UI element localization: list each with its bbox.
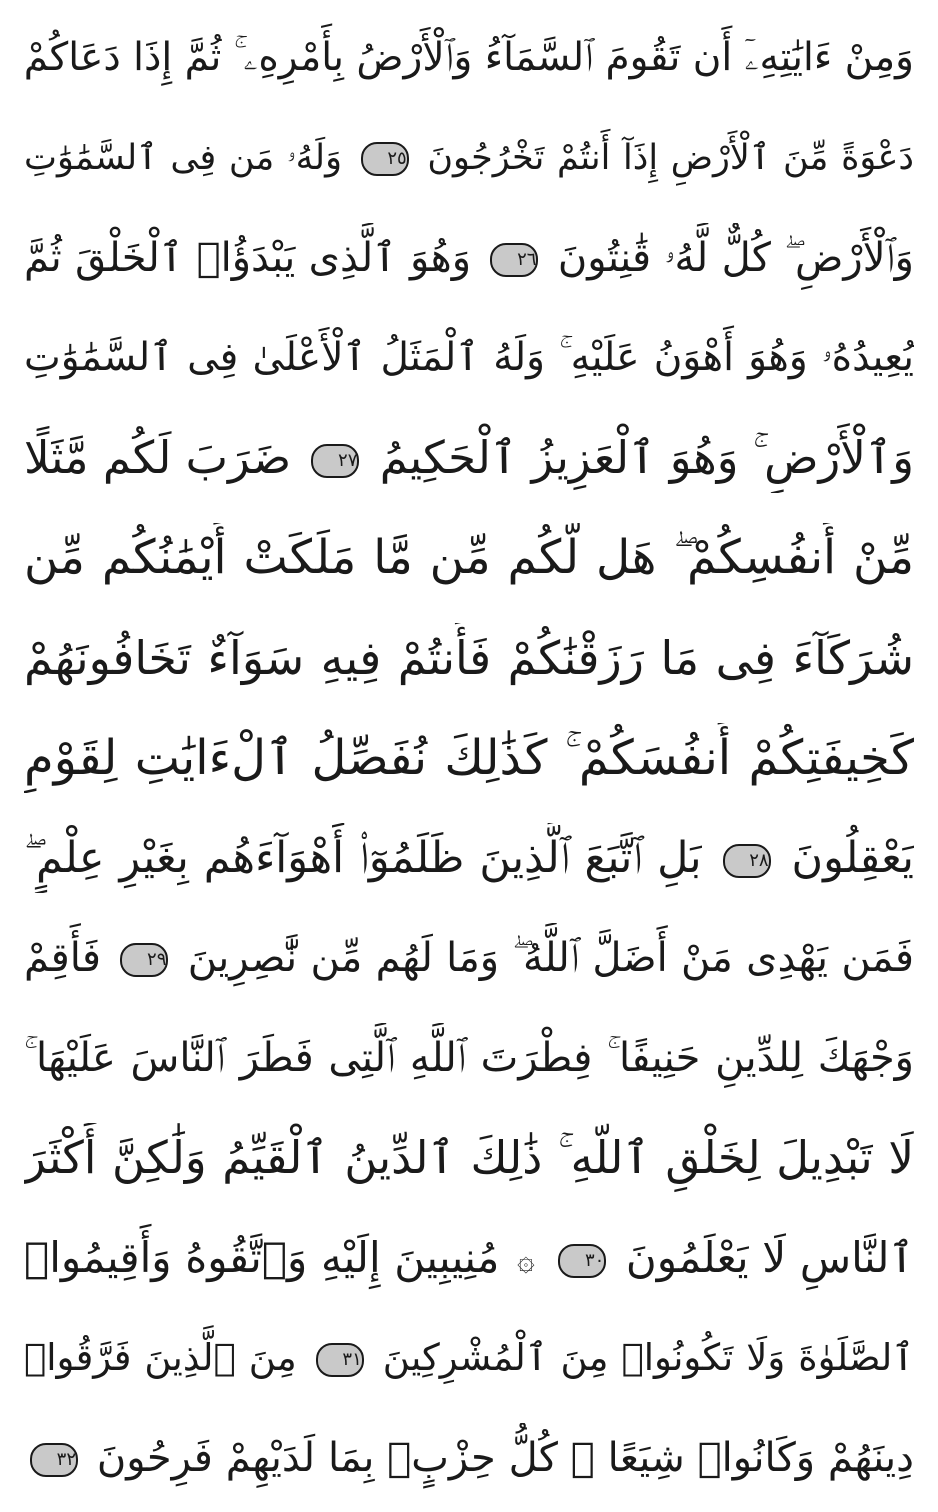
verse-line	[24, 723, 914, 793]
verse-lines	[24, 0, 914, 1512]
ayah-number-marker: ٢٥	[361, 142, 409, 176]
verse-text: وَمِنْ ءَايَٰتِهِۦٓ أَن تَقُومَ ٱلسَّمَآءُ وَٱلْأَرْضُ بِأَمْرِهِۦ ۚ ثُمَّ إِذَا دَعَاكُمْ	[24, 35, 914, 80]
verse-line	[24, 623, 914, 693]
verse-text: يُعِيدُهُۥ وَهُوَ أَهْوَنُ عَلَيْهِ ۚ وَلَهُ ٱلْمَثَلُ ٱلْأَعْلَىٰ فِى ٱلسَّمَٰوَٰتِ	[24, 335, 914, 380]
verse-text: مُنِيبِينَ إِلَيْهِ وَٱتَّقُوهُ وَأَقِيمُوا۟	[24, 1233, 500, 1282]
verse-text: مِّنْ أَنفُسِكُمْ ۖ هَل لَّكُم مِّن مَّا مَلَكَتْ أَيْمَٰنُكُم مِّن	[24, 530, 914, 585]
verse-text: دَعْوَةً مِّنَ ٱلْأَرْضِ إِذَآ أَنتُمْ تَخْرُجُونَ	[427, 138, 914, 178]
verse-text: بَلِ ٱتَّبَعَ ٱلَّذِينَ ظَلَمُوٓا۟ أَهْوَآءَهُم بِغَيْرِ عِلْمٍ ۖ	[24, 833, 702, 883]
verse-text: ضَرَبَ لَكُم مَّثَلًا	[24, 431, 292, 484]
verse-text: وَٱلْأَرْضِ ۚ وَهُوَ ٱلْعَزِيزُ ٱلْحَكِيمُ	[379, 431, 914, 484]
verse-line	[24, 923, 914, 993]
verse-line	[24, 423, 914, 493]
verse-line	[24, 823, 914, 893]
ayah-number-marker: ٢٧	[311, 444, 359, 478]
ayah-number-marker: ٢٩	[120, 943, 168, 977]
verse-text: وَلَهُۥ مَن فِى ٱلسَّمَٰوَٰتِ	[24, 138, 342, 178]
ayah-number-marker: ٣٢	[30, 1443, 78, 1477]
verse-line	[24, 1323, 914, 1393]
verse-text: ٱلصَّلَوٰةَ وَلَا تَكُونُوا۟ مِنَ ٱلْمُشْرِكِينَ	[382, 1336, 914, 1379]
verse-text: مِنَ ٱلَّذِينَ فَرَّقُوا۟	[24, 1336, 297, 1379]
verse-text: دِينَهُمْ وَكَانُوا۟ شِيَعًا ۖ كُلُّ حِزْبٍۭ بِمَا لَدَيْهِمْ فَرِحُونَ	[96, 1435, 914, 1481]
verse-line	[24, 223, 914, 293]
verse-text: وَهُوَ ٱلَّذِى يَبْدَؤُا۟ ٱلْخَلْقَ ثُمَّ	[24, 235, 472, 281]
verse-text: ٱلنَّاسِ لَا يَعْلَمُونَ	[625, 1233, 914, 1282]
verse-line	[24, 1223, 914, 1293]
verse-line	[24, 523, 914, 593]
ayah-number-marker: ٢٦	[490, 243, 538, 277]
verse-line	[24, 123, 914, 193]
verse-line	[24, 23, 914, 93]
rub-el-hizb-icon: ۞	[517, 1242, 535, 1278]
verse-line	[24, 1423, 914, 1493]
verse-text: فَمَن يَهْدِى مَنْ أَضَلَّ ٱللَّهُ ۖ وَمَا لَهُم مِّن نَّٰصِرِينَ	[187, 935, 914, 981]
verse-text: وَٱلْأَرْضِ ۖ كُلٌّ لَّهُۥ قَٰنِتُونَ	[557, 235, 914, 281]
ayah-number-marker: ٢٨	[723, 844, 771, 878]
verse-text: كَخِيفَتِكُمْ أَنفُسَكُمْ ۚ كَذَٰلِكَ نُفَصِّلُ ٱلْءَايَٰتِ لِقَوْمٍ	[24, 730, 914, 786]
verse-line	[24, 1123, 914, 1193]
verse-text: فَأَقِمْ	[24, 935, 102, 981]
verse-text: شُرَكَآءَ فِى مَا رَزَقْنَٰكُمْ فَأَنتُمْ فِيهِ سَوَآءٌ تَخَافُونَهُمْ	[24, 631, 914, 685]
verse-line	[24, 1023, 914, 1093]
ayah-number-marker: ٣١	[316, 1343, 364, 1377]
verse-text: وَجْهَكَ لِلدِّينِ حَنِيفًا ۚ فِطْرَتَ ٱللَّهِ ٱلَّتِى فَطَرَ ٱلنَّاسَ عَلَيْهَا ۚ	[24, 1035, 914, 1081]
verse-text: يَعْقِلُونَ	[791, 833, 914, 883]
ayah-number-marker: ٣٠	[558, 1244, 606, 1278]
verse-text: لَا تَبْدِيلَ لِخَلْقِ ٱللَّهِ ۚ ذَٰلِكَ ٱلدِّينُ ٱلْقَيِّمُ وَلَٰكِنَّ أَكْثَرَ	[24, 1131, 914, 1184]
verse-line	[24, 323, 914, 393]
